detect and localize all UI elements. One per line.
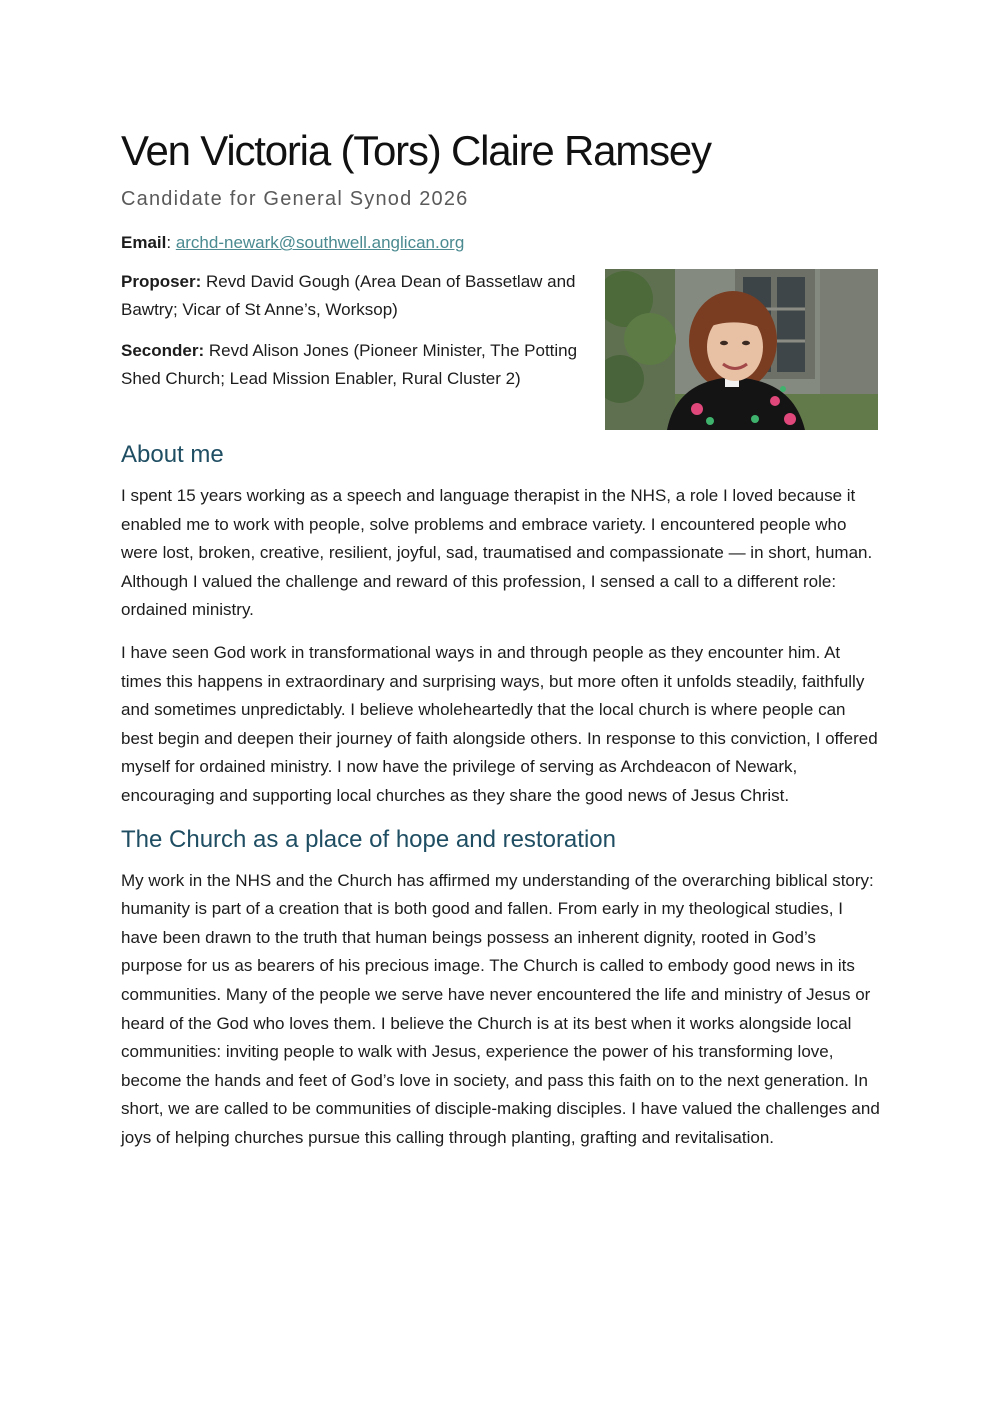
nomination-block [121, 268, 881, 430]
candidate-subtitle: Candidate for General Synod 2026 [121, 188, 469, 210]
proposer-line [121, 268, 596, 324]
candidate-statement [121, 126, 881, 1166]
section-heading-about: About me [121, 441, 224, 468]
seconder-name: Revd Alison Jones (Pioneer Minister, The Potting Shed Church; Lead Mission Enabler, Rural Cluster 2) [121, 341, 578, 388]
email-link[interactable]: archd-newark@southwell.anglican.org [175, 233, 465, 252]
section-heading-church-hope: The Church as a place of hope and restoration [121, 825, 616, 853]
about-paragraph: I have seen God work in transformational ways in and through people as they encounter him. At times this happens in extraordinary and surprising ways, but more often it unfolds steadily, faithfully and sometimes unpredictably. I believe wholeheartedly that the local church is where people can best begin and deepen their journey of faith alongside others. In response to this conviction, I offered myself for ordained ministry. I now have the privilege of serving as Archdeacon of Newark, encouraging and supporting local churches as they share the good news of Jesus Christ. [121, 642, 878, 805]
proposer-name: Revd David Gough (Area Dean of Bassetlaw and Bawtry; Vicar of St Anne’s, Worksop) [121, 272, 576, 319]
about-paragraph: I spent 15 years working as a speech and language therapist in the NHS, a role I loved because it enabled me to work with people, solve problems and embrace variety. I encountered people who were lost, broken, creative, resilient, joyful, sad, traumatised and compassionate — in short, human. Although I valued the challenge and reward of this profession, I sensed a call to a different role: ordained ministry. [121, 486, 873, 620]
portrait-image [605, 269, 878, 430]
candidate-name: Ven Victoria (Tors) Claire Ramsey [121, 127, 711, 174]
proposer-label: Proposer: [121, 272, 202, 291]
email-line [121, 230, 881, 256]
church-hope-paragraph: My work in the NHS and the Church has affirmed my understanding of the overarching biblical story: humanity is part of a creation that is both good and fallen. From early in my theological studies, I have been drawn to the truth that human beings possess an inherent dignity, rooted in God’s purpose for us as bearers of his precious image. The Church is called to embody good news in its communities. Many of the people we serve have never encountered the life and ministry of Jesus or heard of the God who loves them. I believe the Church is at its best when it works alongside local communities: inviting people to walk with Jesus, experience the power of his transforming love, become the hands and feet of God’s love in society, and pass this faith on to the next generation. In short, we are called to be communities of disciple-making disciples. I have valued the challenges and joys of helping churches pursue this calling through planting, grafting and revitalisation. [121, 870, 880, 1147]
nomination-text [121, 268, 596, 393]
seconder-label: Seconder: [121, 341, 205, 360]
candidate-photo [605, 269, 878, 430]
email-label: Email [121, 233, 167, 252]
seconder-line [121, 337, 596, 393]
email-separator: : [166, 233, 176, 252]
